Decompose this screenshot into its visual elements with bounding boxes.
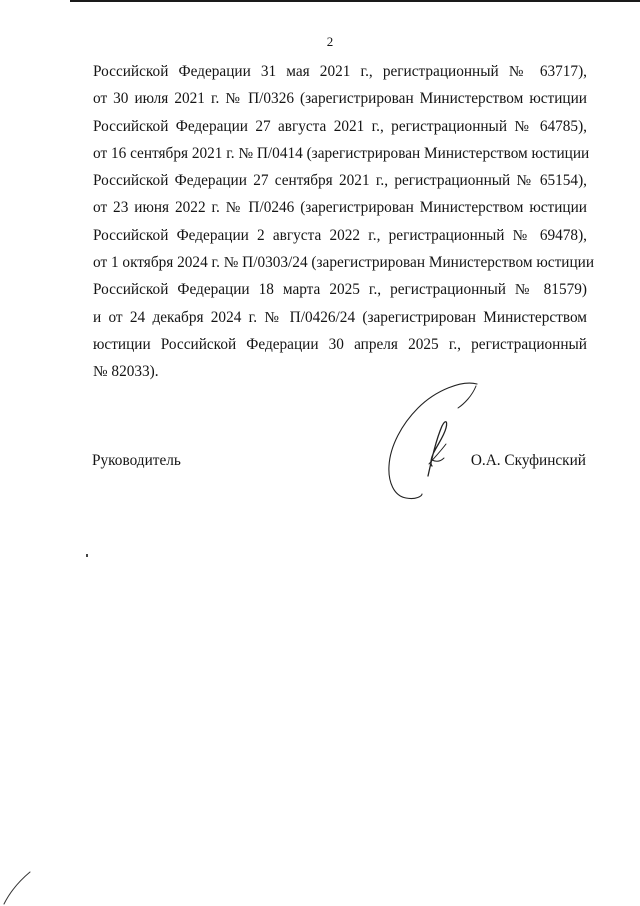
body-line: Российской Федерации 31 мая 2021 г., регистрационный № 63717), <box>93 63 587 80</box>
body-line: № 82033). <box>93 363 159 381</box>
signatory-name: О.А. Скуфинский <box>470 452 586 469</box>
scan-top-edge <box>70 0 640 2</box>
scan-corner-mark <box>0 866 40 906</box>
scan-speck <box>86 554 88 557</box>
body-line: от 30 июля 2021 г. № П/0326 (зарегистрирован Министерством юстиции <box>93 90 587 108</box>
body-line: Российской Федерации 18 марта 2025 г., регистрационный № 81579) <box>93 281 587 299</box>
body-line: Российской Федерации 27 августа 2021 г., регистрационный № 64785), <box>93 117 587 135</box>
body-line: Российской Федерации 2 августа 2022 г., регистрационный № 69478), <box>93 226 587 244</box>
body-line: от 23 июня 2022 г. № П/0246 (зарегистрирован Министерством юстиции <box>93 199 587 217</box>
body-line: Российской Федерации 27 сентября 2021 г., регистрационный № 65154), <box>93 172 587 190</box>
body-line: и от 24 декабря 2024 г. № П/0426/24 (зарегистрирован Министерством <box>93 308 587 326</box>
body-text <box>93 58 595 386</box>
signatory-position: Руководитель <box>92 452 181 469</box>
body-line: юстиции Российской Федерации 30 апреля 2025 г., регистрационный <box>93 335 587 353</box>
body-line: от 16 сентября 2021 г. № П/0414 (зарегистрирован Министерством юстиции <box>93 144 590 162</box>
handwritten-signature <box>384 378 484 503</box>
page-number: 2 <box>326 34 334 49</box>
body-line: от 1 октября 2024 г. № П/0303/24 (зарегистрирован Министерством юстиции <box>93 254 595 272</box>
